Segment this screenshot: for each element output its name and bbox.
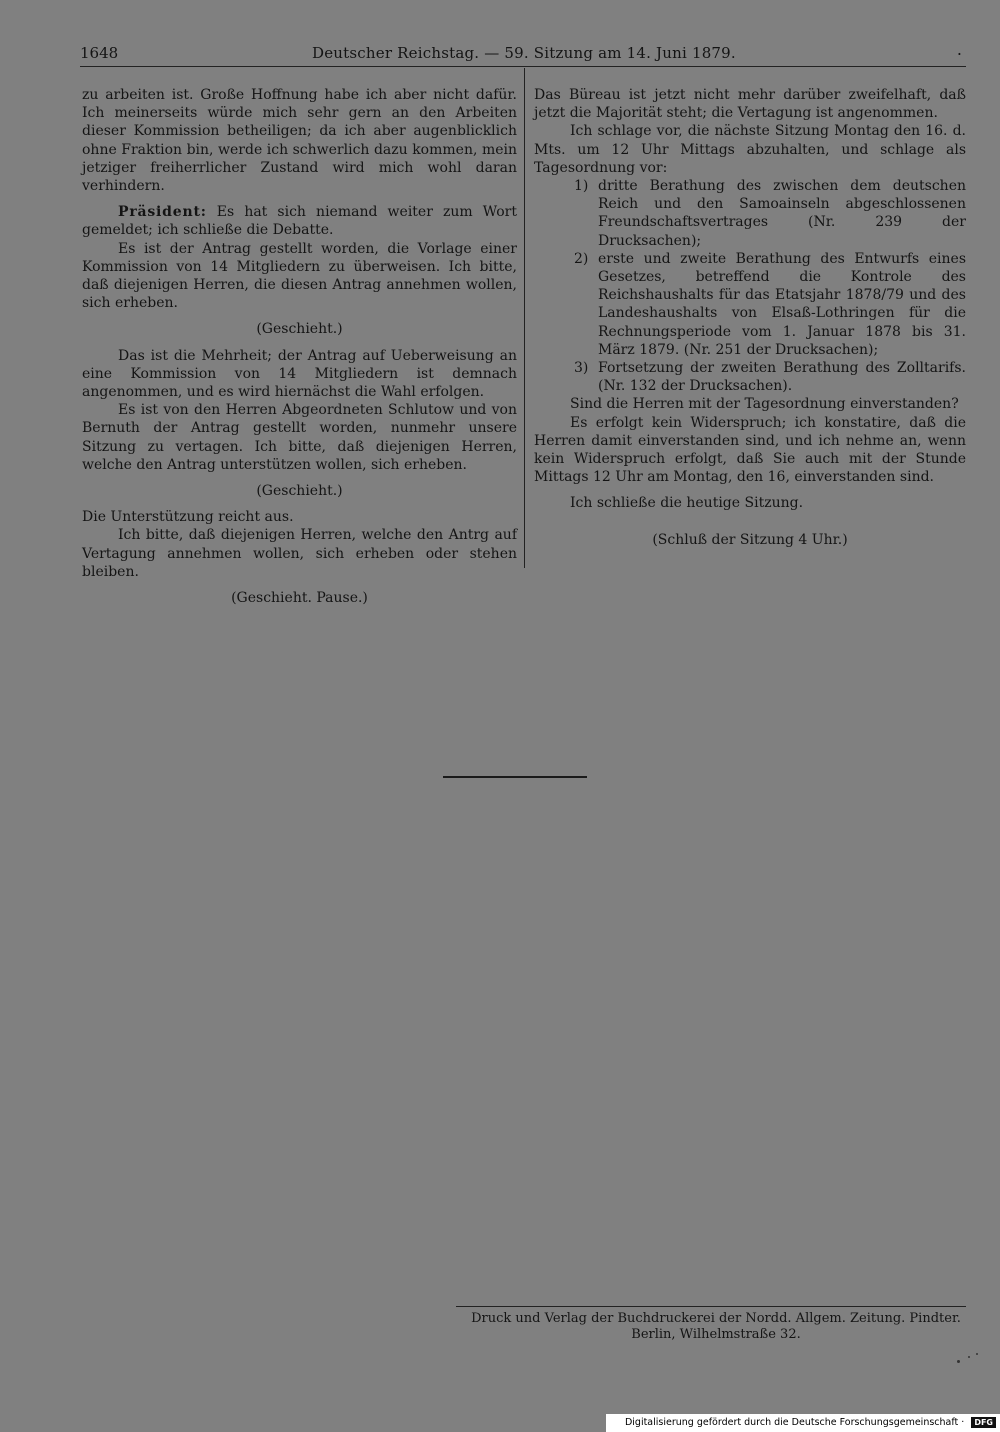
agenda-item [534, 177, 966, 250]
header-dot: . [956, 40, 962, 59]
stage-direction: (Geschieht. Pause.) [231, 590, 368, 607]
closing-note: (Schluß der Sitzung 4 Uhr.) [652, 531, 848, 548]
stage-direction: (Geschieht.) [256, 321, 343, 338]
header-rule [80, 66, 966, 67]
paragraph: zu arbeiten ist. Große Hoffnung habe ich aber nicht dafür. Ich meinerseits würde mich sehr gern an den Arbeiten dieser Kommission betheiligen; da ich aber augenblicklich ohne Fraktion bin, werde ich schwerlich dazu kommen, mein jetziger freiherrlicher Zustand wird mich wohl daran verhindern. [82, 87, 517, 195]
printer-imprint [466, 1311, 966, 1343]
agenda-item [534, 359, 966, 395]
paragraph: Es ist der Antrag gestellt worden, die Vorlage einer Kommission von 14 Mitgliedern zu überweisen. Ich bitte, daß diejenigen Herren, die diesen Antrag annehmen wollen, sich erheben. [82, 240, 517, 312]
imprint-rule [456, 1306, 966, 1307]
imprint-line: Berlin, Wilhelmstraße 32. [631, 1327, 801, 1342]
paragraph: Es erfolgt kein Widerspruch; ich konstatire, daß die Herren damit einverstanden sind, und ich nehme an, wenn kein Widerspruch erfolgt, daß Sie auch mit der Stunde Mittags 12 Uhr am Montag, den 16, einverstanden sind. [534, 414, 966, 486]
president-paragraph [82, 203, 517, 239]
scan-speck [976, 1353, 978, 1355]
page-header [80, 40, 962, 66]
agenda-text: erste und zweite Berathung des Entwurfs eines Gesetzes, betreffend die Kontrole des Reichshaushalts für das Etatsjahr 1878/79 und des Landeshaushalts von Elsaß-Lothringen für die Rechnungsperiode vom 1. Januar 1878 bis 31. März 1879. (Nr. 251 der Drucksachen); [598, 250, 966, 358]
paragraph: Ich bitte, daß diejenigen Herren, welche den Antrg auf Vertagung annehmen wollen, sich erheben oder stehen bleiben. [82, 527, 517, 580]
agenda-list [534, 177, 966, 395]
agenda-text: Fortsetzung der zweiten Berathung des Zolltarifs. (Nr. 132 der Drucksachen). [598, 360, 966, 395]
agenda-number: 1) [574, 178, 589, 195]
paragraph: Ich schlage vor, die nächste Sitzung Montag den 16. d. Mts. um 12 Uhr Mittags abzuhalten, und schlage als Tagesordnung vor: [534, 123, 966, 176]
paragraph: Das Büreau ist jetzt nicht mehr darüber zweifelhaft, daß jetzt die Majorität steht; die Vertagung ist angenommen. [534, 87, 966, 122]
stage-direction: (Geschieht.) [256, 483, 343, 500]
scan-speck [957, 1360, 960, 1363]
left-column [82, 86, 517, 615]
right-column [534, 86, 966, 557]
paragraph: Das ist die Mehrheit; der Antrag auf Ueberweisung an eine Kommission von 14 Mitgliedern ist demnach angenommen, und es wird hiernächst die Wahl erfolgen. [82, 347, 517, 401]
paragraph: Die Unterstützung reicht aus. [82, 509, 294, 526]
dfg-credit-text: Digitalisierung gefördert durch die Deutsche Forschungsgemeinschaft [624, 1417, 959, 1428]
agenda-number: 3) [574, 360, 589, 377]
speech-text: Es hat sich niemand weiter zum Wort gemeldet; ich schließe die Debatte. [82, 204, 517, 239]
section-end-rule [443, 776, 587, 778]
imprint-line: Druck und Verlag der Buchdruckerei der Nordd. Allgem. Zeitung. Pindter. [471, 1311, 961, 1326]
scan-speck [968, 1356, 970, 1358]
page-number: 1648 [80, 44, 119, 62]
agenda-item [534, 250, 966, 359]
dfg-logo-icon: DFG [971, 1417, 996, 1428]
dfg-footer-banner: Digitalisierung gefördert durch die Deutsche Forschungsgemeinschaft · DFG [606, 1414, 1000, 1432]
paragraph: Ich schließe die heutige Sitzung. [570, 495, 804, 512]
paragraph: Sind die Herren mit der Tagesordnung einverstanden? [570, 396, 959, 413]
agenda-number: 2) [574, 250, 589, 267]
running-title: Deutscher Reichstag. — 59. Sitzung am 14. Juni 1879. [312, 44, 736, 62]
column-divider [524, 68, 525, 568]
speaker-name: Präsident: [118, 204, 207, 221]
paragraph: Es ist von den Herren Abgeordneten Schlutow und von Bernuth der Antrag gestellt worden, nunmehr unsere Sitzung zu vertagen. Ich bitte, daß diejenigen Herren, welche den Antrag unterstützen wollen, sich erheben. [82, 402, 517, 473]
agenda-text: dritte Berathung des zwischen dem deutschen Reich und den Samoainseln abgeschlossenen Freundschaftsvertrages (Nr. 239 der Drucksachen); [598, 178, 966, 249]
